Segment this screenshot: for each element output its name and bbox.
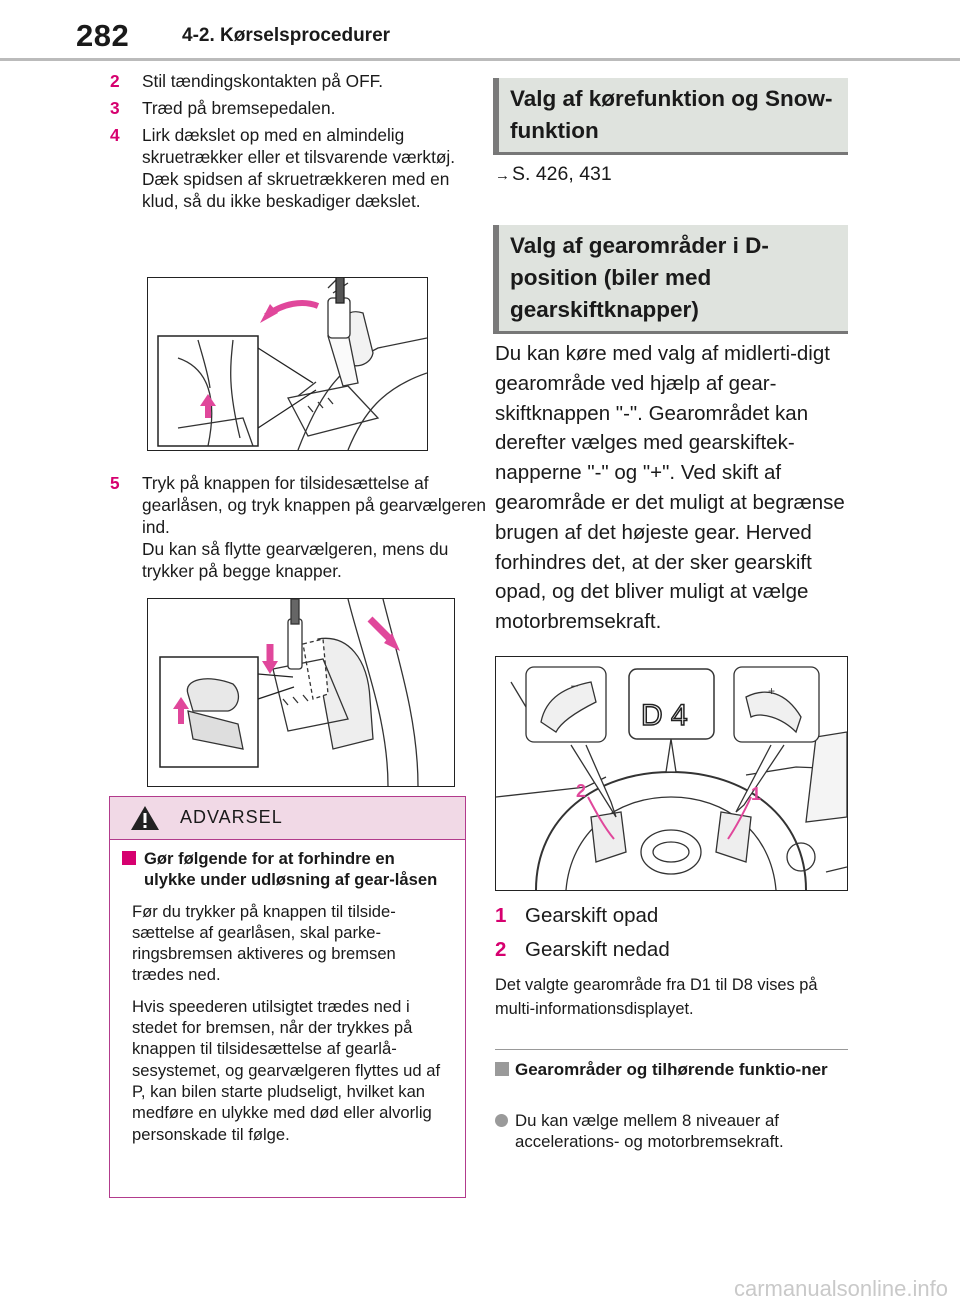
page-reference <box>495 163 612 186</box>
callout-label-2: 2 <box>576 781 587 801</box>
subheading-gear-ranges <box>495 1059 870 1080</box>
step-text: Tryk på knappen for tilsidesættelse af gearlåsen, og tryk knappen på gearvælgeren ind. <box>142 473 486 537</box>
legend-text: Gearskift nedad <box>525 938 670 961</box>
note-text: Det valgte gearområde fra D1 til D8 vises på multi-informationsdisplayet. <box>495 976 818 1018</box>
step-number: 2 <box>110 71 120 91</box>
gear-display-readout: D 4 <box>641 699 688 732</box>
warning-paragraph: Før du trykker på knappen til tilside-sættelse af gearlåsen, skal parke-ringsbremsen aktiveres og bremsen trædes ned. <box>132 901 396 985</box>
callout-legend <box>495 899 855 967</box>
figure-pry-cover <box>147 277 428 451</box>
warning-subheading <box>122 848 449 891</box>
figure-paddle-shifters <box>495 656 848 891</box>
warning-title: ADVARSEL <box>180 807 283 827</box>
legend-number: 2 <box>495 938 507 961</box>
square-bullet-icon <box>495 1062 509 1076</box>
step-item <box>110 124 470 212</box>
step-text: Lirk dækslet op med en almindelig skruetrækker eller et tilsvarende værktøj. <box>142 125 456 167</box>
arrow-right-icon: → <box>495 167 510 184</box>
callout-label-1: 1 <box>751 784 762 804</box>
minus-symbol: – <box>571 678 578 692</box>
bullet-text: Du kan vælge mellem 8 niveauer af accelerations- og motorbremsekraft. <box>515 1111 784 1151</box>
step-item <box>110 97 470 119</box>
plus-symbol: + <box>768 684 776 698</box>
body-paragraph: Du kan køre med valg af midlerti-digt gearområde ved hjælp af gear-skiftknappen "-". Gearområdet kan derefter vælges med gearskiftek-napperne "-" og "+". Ved skift af gearområde er det muligt at begrænse brugen af det højeste gear. Herved forhindres det, at der sker gearskift opad, og det bliver muligt at vælge motorbremsekraft. <box>495 342 845 634</box>
legend-text: Gearskift opad <box>525 904 659 927</box>
chapter-title: 4-2. Kørselsprocedurer <box>182 25 391 46</box>
warning-box <box>109 796 466 1198</box>
square-bullet-icon <box>122 851 136 865</box>
step-text: Stil tændingskontakten på OFF. <box>142 71 384 91</box>
paddle-shifter-illustration <box>496 657 847 890</box>
step-number: 3 <box>110 98 120 118</box>
figure-shift-lock-release <box>147 598 455 787</box>
legend-item <box>495 899 855 933</box>
warning-body <box>110 840 465 1145</box>
legend-number: 1 <box>495 904 507 927</box>
warning-paragraph: Hvis speederen utilsigtet trædes ned i stedet for bremsen, når der trykkes på knappen til tilsidesættelse af gearlå-sesystemet, og gearvælgeren flyttes ud af P, kan bilen starte pludseligt, hvilket kan medføre en ulykke med død eller alvorlig personskade til følge. <box>132 996 441 1144</box>
shift-lock-illustration <box>148 599 454 786</box>
bullet-item <box>495 1110 870 1152</box>
section-heading-text: Valg af kørefunktion og Snow-funktion <box>510 86 833 143</box>
circle-bullet-icon <box>495 1114 508 1127</box>
step-number: 5 <box>110 473 120 493</box>
step-number: 4 <box>110 125 120 145</box>
page-reference-text: S. 426, 431 <box>512 163 612 185</box>
section-heading-gear-range <box>493 225 848 334</box>
steps-list-a <box>110 70 470 217</box>
pry-cover-illustration <box>148 278 427 450</box>
page-number: 282 <box>76 18 130 53</box>
step-text-continued: Du kan så flytte gearvælgeren, mens du trykker på begge knapper. <box>142 539 449 581</box>
step-text-continued: Dæk spidsen af skruetrækkeren med en klud, så du ikke beskadiger dækslet. <box>142 169 450 211</box>
warning-subheading-text: Gør følgende for at forhindre en ulykke under udløsning af gear-låsen <box>144 849 438 890</box>
warning-header <box>110 797 465 840</box>
section-heading-drive-mode <box>493 78 848 155</box>
step-text: Træd på bremsepedalen. <box>142 98 336 118</box>
subheading-text: Gearområder og tilhørende funktio-ner <box>515 1060 828 1079</box>
heading-accent-bar <box>493 78 499 152</box>
step-item <box>110 70 470 92</box>
heading-accent-bar <box>493 225 499 331</box>
warning-triangle-icon <box>130 805 160 836</box>
section-divider <box>495 1049 848 1050</box>
section-heading-text: Valg af gearområder i D-position (biler med gearskiftknapper) <box>510 233 769 322</box>
legend-item <box>495 933 855 967</box>
watermark: carmanualsonline.info <box>733 1276 948 1301</box>
page-header <box>0 0 960 62</box>
step-item <box>110 472 497 582</box>
header-divider <box>0 58 960 61</box>
